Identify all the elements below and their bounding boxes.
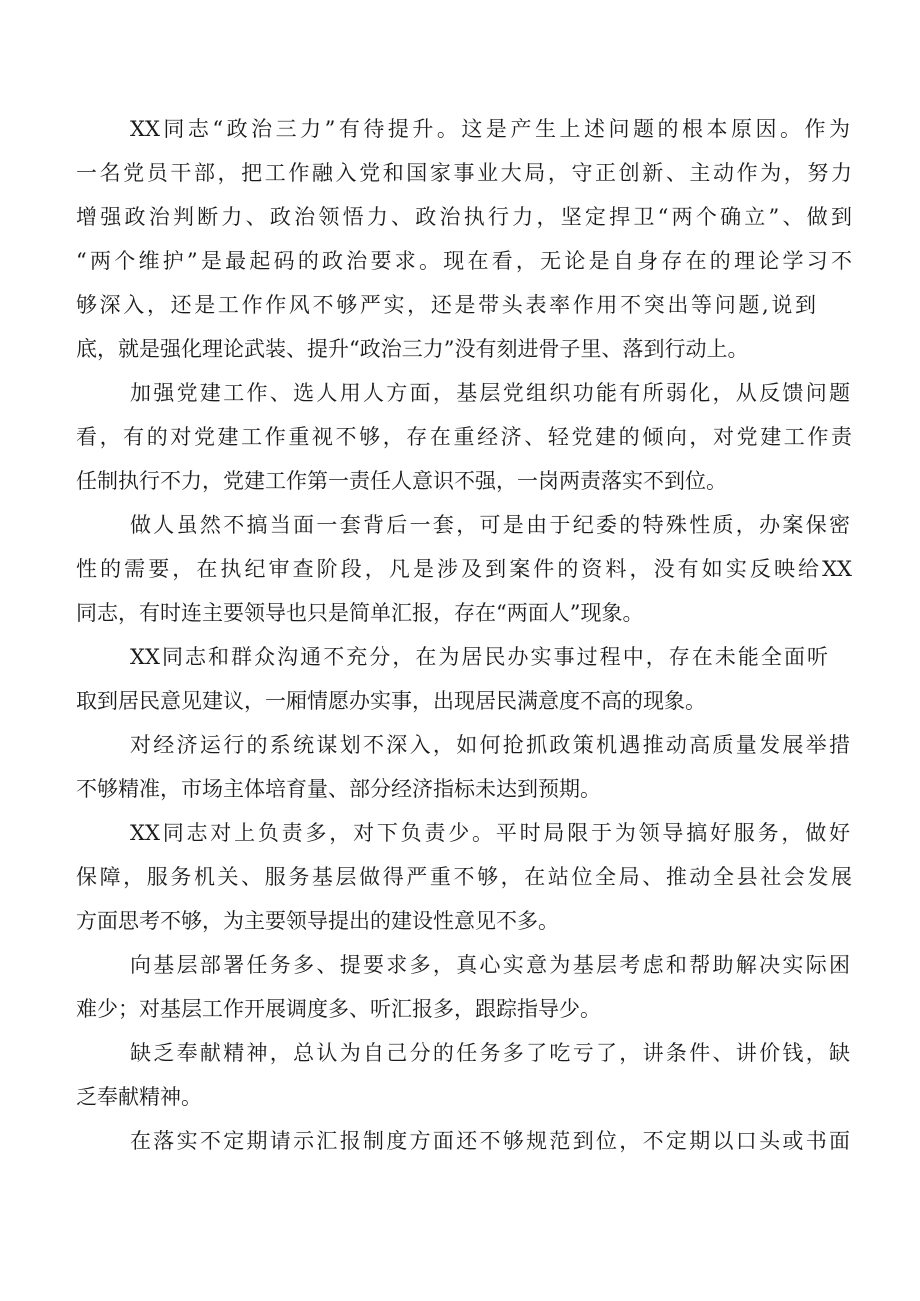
text-line	[0, 197, 920, 237]
text-line	[0, 549, 920, 589]
text-line	[0, 637, 920, 677]
line-text: 方面思考不够，为主要领导提出的建设性意见不多。	[76, 909, 559, 933]
line-text: 对经济运行的系统谋划不深入，如何抢抓政策机遇推动高质量发展举措	[130, 733, 850, 757]
line-text: 缺乏奉献精神，总认为自己分的任务多了吃亏了，讲条件、讲价钱，缺	[130, 1041, 850, 1065]
line-text: 不够精准，市场主体培育量、部分经济指标未达到预期。	[76, 777, 601, 801]
text-line	[0, 1077, 920, 1117]
text-line	[0, 593, 920, 633]
text-line	[0, 725, 920, 765]
line-text: 加强党建工作、选人用人方面，基层党组织功能有所弱化，从反馈问题	[130, 381, 850, 405]
text-line	[0, 373, 920, 413]
text-line	[0, 945, 920, 985]
text-line	[0, 1033, 920, 1073]
text-line	[0, 417, 920, 457]
text-line	[0, 109, 920, 149]
line-text: XX同志“政治三力”有待提升。这是产生上述问题的根本原因。作为	[130, 117, 850, 141]
line-text: 取到居民意见建议，一厢情愿办实事，出现居民满意度不高的现象。	[76, 689, 706, 713]
line-text: 看，有的对党建工作重视不够，存在重经济、轻党建的倾向，对党建工作责	[76, 425, 852, 449]
text-line	[0, 461, 920, 501]
text-line	[0, 1121, 920, 1161]
line-text: 一名党员干部，把工作融入党和国家事业大局，守正创新、主动作为，努力	[76, 161, 852, 185]
line-text: 增强政治判断力、政治领悟力、政治执行力，坚定捍卫“两个确立”、做到	[76, 205, 852, 229]
line-text: “两个维护”是最起码的政治要求。现在看，无论是自身存在的理论学习不	[76, 249, 852, 273]
line-text: 够深入，还是工作作风不够严实，还是带头表率作用不突出等问题,说到	[76, 293, 816, 317]
text-line	[0, 153, 920, 193]
text-line	[0, 241, 920, 281]
text-line	[0, 681, 920, 721]
text-line	[0, 813, 920, 853]
line-text: 同志，有时连主要领导也只是简单汇报，存在“两面人”现象。	[76, 601, 644, 625]
line-text: 做人虽然不搞当面一套背后一套，可是由于纪委的特殊性质，办案保密	[130, 513, 850, 537]
line-text: 保障，服务机关、服务基层做得严重不够，在站位全局、推动全县社会发展	[76, 865, 852, 889]
line-text: XX同志对上负责多，对下负责少。平时局限于为领导搞好服务，做好	[130, 821, 850, 845]
line-text: 在落实不定期请示汇报制度方面还不够规范到位，不定期以口头或书面	[130, 1129, 850, 1153]
line-text: 向基层部署任务多、提要求多，真心实意为基层考虑和帮助解决实际困	[130, 953, 850, 977]
line-text: XX同志和群众沟通不充分，在为居民办实事过程中，存在未能全面听	[130, 645, 828, 669]
text-line	[0, 505, 920, 545]
line-text: 底，就是强化理论武装、提升“政治三力”没有刻进骨子里、落到行动上。	[76, 337, 749, 361]
text-line	[0, 989, 920, 1029]
line-text: 乏奉献精神。	[76, 1085, 202, 1109]
text-line	[0, 857, 920, 897]
text-line	[0, 769, 920, 809]
line-text: 难少；对基层工作开展调度多、听汇报多，跟踪指导少。	[76, 997, 601, 1021]
text-line	[0, 285, 920, 325]
line-text: 任制执行不力，党建工作第一责任人意识不强，一岗两责落实不到位。	[76, 469, 727, 493]
text-line	[0, 329, 920, 369]
line-text: 性的需要，在执纪审查阶段，凡是涉及到案件的资料，没有如实反映给XX	[76, 557, 852, 581]
text-line	[0, 901, 920, 941]
